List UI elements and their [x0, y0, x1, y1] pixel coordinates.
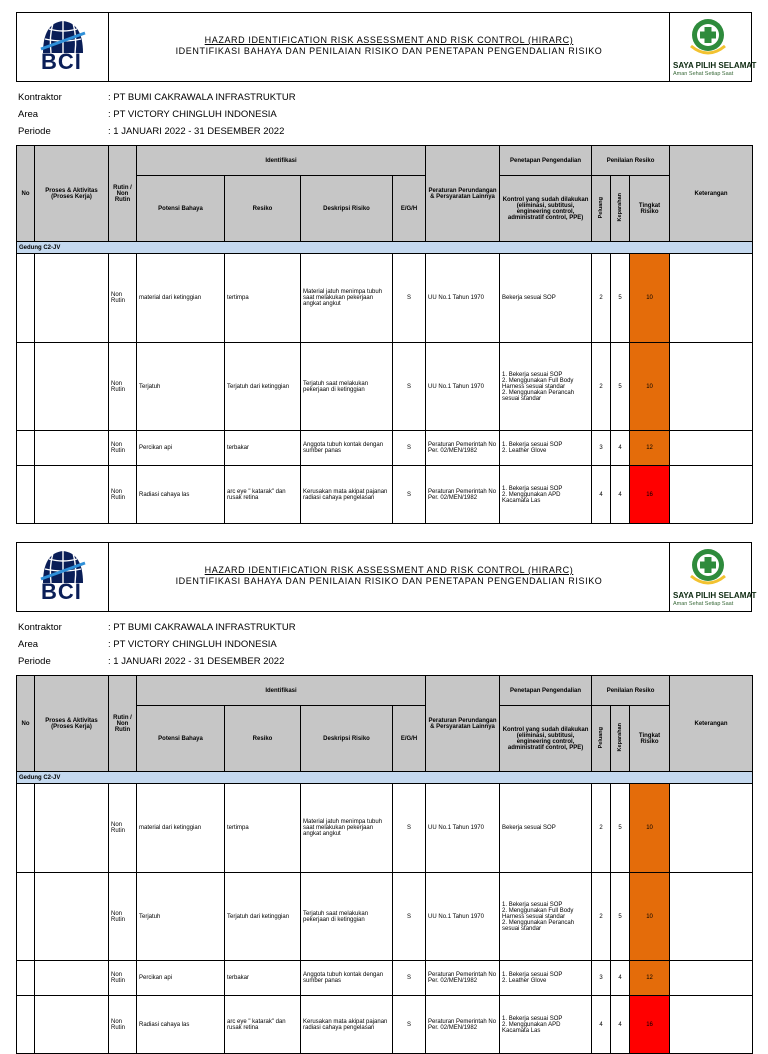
cell-kontrol: Bekerja sesuai SOP	[500, 254, 592, 343]
cell-kontrol: 1. Bekerja sesuai SOP 2. Menggunakan Full Body Harness sesuai standar 2. Menggunakan Perancah sesuai standar	[500, 873, 592, 961]
cell-keterangan	[670, 466, 753, 524]
cell-tingkat: 10	[630, 343, 670, 431]
cell-deskripsi: Terjatuh saat melakukan pekerjaan di ketinggian	[301, 343, 393, 431]
col-ebgh: E/G/H	[393, 176, 426, 242]
section-label: Gedung C2-JV	[17, 772, 753, 784]
bci-logo-text: BCI	[41, 579, 82, 604]
cell-no	[17, 873, 35, 961]
document-header	[16, 12, 757, 82]
cell-resiko: arc eye " katarak" dan rusak retina	[225, 466, 301, 524]
cell-peluang: 2	[592, 873, 611, 961]
table-row	[17, 961, 753, 996]
meta-kontraktor: Kontraktor : PT BUMI CAKRAWALA INFRASTRUKTUR	[18, 92, 296, 103]
cell-rutin: Non Rutin	[109, 784, 137, 873]
meta-periode: Periode : 1 JANUARI 2022 - 31 DESEMBER 2022	[18, 656, 285, 667]
cell-ebgh: S	[393, 873, 426, 961]
title-id: IDENTIFIKASI BAHAYA DAN PENILAIAN RISIKO DAN PENETAPAN PENGENDALIAN RISIKO	[175, 576, 603, 586]
table-body	[17, 784, 753, 1054]
meta-area: Area : PT VICTORY CHINGLUH INDONESIA	[18, 639, 277, 650]
logo-caption: SAYA PILIH SELAMAT	[673, 61, 757, 70]
cell-tingkat: 10	[630, 254, 670, 343]
cell-ebgh: S	[393, 996, 426, 1054]
cell-potensi: Radiasi cahaya las	[137, 466, 225, 524]
cell-deskripsi: Material jatuh menimpa tubuh saat melakukan pekerjaan angkat angkut	[301, 254, 393, 343]
col-proses: Proses & Aktivitas (Proses Kerja)	[35, 676, 109, 772]
cell-peraturan: UU No.1 Tahun 1970	[426, 343, 500, 431]
col-kontrol: Kontrol yang sudah dilakukan (eliminasi, subtitusi, engineering control, administratif control, PPE)	[500, 176, 592, 242]
cell-tingkat: 12	[630, 961, 670, 996]
table-row	[17, 873, 753, 961]
table-row	[17, 784, 753, 873]
col-rutin: Rutin / Non Rutin	[109, 676, 137, 772]
cell-rutin: Non Rutin	[109, 343, 137, 431]
cell-peraturan: Peraturan Pemerintah No Per. 02/MEN/1982	[426, 961, 500, 996]
cell-peraturan: Peraturan Pemerintah No Per. 02/MEN/1982	[426, 431, 500, 466]
hirarc-table	[16, 675, 753, 1054]
cell-no	[17, 343, 35, 431]
cell-kontrol: 1. Bekerja sesuai SOP 2. Menggunakan Full Body Harness sesuai standar 2. Menggunakan Perancah sesuai standar	[500, 343, 592, 431]
cell-no	[17, 431, 35, 466]
col-keparahan: Keparahan	[611, 176, 630, 242]
meta-area: Area : PT VICTORY CHINGLUH INDONESIA	[18, 109, 277, 120]
cell-resiko: Terjatuh dari ketinggian	[225, 873, 301, 961]
cell-no	[17, 254, 35, 343]
cell-peluang: 2	[592, 784, 611, 873]
col-deskripsi: Deskripsi Risiko	[301, 706, 393, 772]
cell-tingkat: 10	[630, 784, 670, 873]
section-label: Gedung C2-JV	[17, 242, 753, 254]
col-peluang: Peluang	[592, 176, 611, 242]
col-resiko: Resiko	[225, 706, 301, 772]
col-keterangan: Keterangan	[670, 676, 753, 772]
cell-resiko: terbakar	[225, 431, 301, 466]
title-id: IDENTIFIKASI BAHAYA DAN PENILAIAN RISIKO DAN PENETAPAN PENGENDALIAN RISIKO	[175, 46, 603, 56]
cell-keparahan: 5	[611, 784, 630, 873]
cell-rutin: Non Rutin	[109, 961, 137, 996]
cell-proses	[35, 254, 109, 343]
saya-pilih-selamat-logo	[669, 13, 757, 81]
bci-logo	[17, 13, 109, 81]
cell-kontrol: 1. Bekerja sesuai SOP 2. Menggunakan APD Kacamata Las	[500, 466, 592, 524]
cell-proses	[35, 873, 109, 961]
cell-kontrol: 1. Bekerja sesuai SOP 2. Menggunakan APD Kacamata Las	[500, 996, 592, 1054]
cell-rutin: Non Rutin	[109, 466, 137, 524]
cell-no	[17, 961, 35, 996]
col-peluang: Peluang	[592, 706, 611, 772]
meta-periode: Periode : 1 JANUARI 2022 - 31 DESEMBER 2022	[18, 126, 285, 137]
col-potensi: Potensi Bahaya	[137, 176, 225, 242]
cell-peraturan: UU No.1 Tahun 1970	[426, 873, 500, 961]
col-ebgh: E/G/H	[393, 706, 426, 772]
cell-no	[17, 996, 35, 1054]
cell-deskripsi: Anggota tubuh kontak dengan sumber panas	[301, 961, 393, 996]
title-en: HAZARD IDENTIFICATION RISK ASSESSMENT AND RISK CONTROL (HIRARC)	[204, 35, 574, 45]
col-peraturan: Peraturan Perundangan & Persyaratan Lainnya	[426, 146, 500, 242]
cell-potensi: Percikan api	[137, 431, 225, 466]
cell-deskripsi: Terjatuh saat melakukan pekerjaan di ketinggian	[301, 873, 393, 961]
cell-keterangan	[670, 873, 753, 961]
cell-peluang: 4	[592, 996, 611, 1054]
document-header	[16, 542, 757, 612]
cell-peraturan: UU No.1 Tahun 1970	[426, 254, 500, 343]
cell-keparahan: 5	[611, 254, 630, 343]
cell-peluang: 2	[592, 254, 611, 343]
cell-rutin: Non Rutin	[109, 873, 137, 961]
col-identifikasi: Identifikasi	[137, 676, 426, 706]
col-kontrol: Kontrol yang sudah dilakukan (eliminasi, subtitusi, engineering control, administratif control, PPE)	[500, 706, 592, 772]
col-tingkat: Tingkat Risiko	[630, 706, 670, 772]
cell-keterangan	[670, 784, 753, 873]
cell-peraturan: Peraturan Pemerintah No Per. 02/MEN/1982	[426, 466, 500, 524]
cell-keterangan	[670, 254, 753, 343]
cell-proses	[35, 343, 109, 431]
cell-proses	[35, 431, 109, 466]
cell-ebgh: S	[393, 254, 426, 343]
bci-logo	[17, 543, 109, 611]
col-proses: Proses & Aktivitas (Proses Kerja)	[35, 146, 109, 242]
cell-keterangan	[670, 431, 753, 466]
cell-ebgh: S	[393, 961, 426, 996]
col-deskripsi: Deskripsi Risiko	[301, 176, 393, 242]
col-resiko: Resiko	[225, 176, 301, 242]
cell-tingkat: 16	[630, 466, 670, 524]
cell-keparahan: 5	[611, 873, 630, 961]
cell-keparahan: 4	[611, 466, 630, 524]
cell-ebgh: S	[393, 784, 426, 873]
bci-logo-text: BCI	[41, 49, 82, 74]
cell-resiko: tertimpa	[225, 784, 301, 873]
cell-rutin: Non Rutin	[109, 996, 137, 1054]
saya-pilih-selamat-logo	[669, 543, 757, 611]
cell-proses	[35, 466, 109, 524]
cell-peluang: 4	[592, 466, 611, 524]
cell-proses	[35, 784, 109, 873]
cell-kontrol: 1. Bekerja sesuai SOP 2. Leather Glove	[500, 431, 592, 466]
cell-potensi: material dari ketinggian	[137, 784, 225, 873]
logo-subcaption: Aman Sehat Setiap Saat	[673, 71, 734, 77]
safety-cross-icon	[687, 16, 729, 58]
cell-keparahan: 4	[611, 996, 630, 1054]
cell-deskripsi: Kerusakan mata akipat pajanan radiasi cahaya pengelasan	[301, 466, 393, 524]
document-title	[109, 543, 669, 611]
col-penilaian: Penilaian Resiko	[592, 676, 670, 706]
cell-kontrol: Bekerja sesuai SOP	[500, 784, 592, 873]
cell-ebgh: S	[393, 431, 426, 466]
cell-peraturan: Peraturan Pemerintah No Per. 02/MEN/1982	[426, 996, 500, 1054]
table-row	[17, 431, 753, 466]
cell-keparahan: 5	[611, 343, 630, 431]
cell-resiko: terbakar	[225, 961, 301, 996]
cell-keparahan: 4	[611, 431, 630, 466]
safety-cross-icon	[687, 546, 729, 588]
cell-deskripsi: Material jatuh menimpa tubuh saat melakukan pekerjaan angkat angkut	[301, 784, 393, 873]
col-no: No	[17, 676, 35, 772]
cell-potensi: Terjatuh	[137, 343, 225, 431]
cell-deskripsi: Kerusakan mata akipat pajanan radiasi cahaya pengelasan	[301, 996, 393, 1054]
cell-tingkat: 16	[630, 996, 670, 1054]
cell-proses	[35, 961, 109, 996]
cell-ebgh: S	[393, 466, 426, 524]
logo-subcaption: Aman Sehat Setiap Saat	[673, 601, 734, 607]
table-body	[17, 254, 753, 524]
cell-keterangan	[670, 343, 753, 431]
cell-keterangan	[670, 996, 753, 1054]
cell-keparahan: 4	[611, 961, 630, 996]
cell-no	[17, 784, 35, 873]
cell-keterangan	[670, 961, 753, 996]
cell-rutin: Non Rutin	[109, 254, 137, 343]
col-keterangan: Keterangan	[670, 146, 753, 242]
cell-resiko: arc eye " katarak" dan rusak retina	[225, 996, 301, 1054]
col-potensi: Potensi Bahaya	[137, 706, 225, 772]
col-penetapan: Penetapan Pengendalian	[500, 146, 592, 176]
cell-potensi: material dari ketinggian	[137, 254, 225, 343]
cell-potensi: Percikan api	[137, 961, 225, 996]
cell-potensi: Terjatuh	[137, 873, 225, 961]
cell-proses	[35, 996, 109, 1054]
col-penilaian: Penilaian Resiko	[592, 146, 670, 176]
cell-peluang: 2	[592, 343, 611, 431]
hirarc-table	[16, 145, 753, 524]
col-keparahan: Keparahan	[611, 706, 630, 772]
col-penetapan: Penetapan Pengendalian	[500, 676, 592, 706]
cell-kontrol: 1. Bekerja sesuai SOP 2. Leather Glove	[500, 961, 592, 996]
cell-tingkat: 10	[630, 873, 670, 961]
col-identifikasi: Identifikasi	[137, 146, 426, 176]
col-no: No	[17, 146, 35, 242]
cell-peluang: 3	[592, 431, 611, 466]
cell-potensi: Radiasi cahaya las	[137, 996, 225, 1054]
logo-caption: SAYA PILIH SELAMAT	[673, 591, 757, 600]
table-row	[17, 466, 753, 524]
cell-resiko: tertimpa	[225, 254, 301, 343]
col-rutin: Rutin / Non Rutin	[109, 146, 137, 242]
title-en: HAZARD IDENTIFICATION RISK ASSESSMENT AND RISK CONTROL (HIRARC)	[204, 565, 574, 575]
cell-tingkat: 12	[630, 431, 670, 466]
cell-no	[17, 466, 35, 524]
cell-resiko: Terjatuh dari ketinggian	[225, 343, 301, 431]
col-peraturan: Peraturan Perundangan & Persyaratan Lainnya	[426, 676, 500, 772]
cell-ebgh: S	[393, 343, 426, 431]
document-title	[109, 13, 669, 81]
table-row	[17, 343, 753, 431]
cell-peraturan: UU No.1 Tahun 1970	[426, 784, 500, 873]
col-tingkat: Tingkat Risiko	[630, 176, 670, 242]
meta-kontraktor: Kontraktor : PT BUMI CAKRAWALA INFRASTRUKTUR	[18, 622, 296, 633]
table-row	[17, 996, 753, 1054]
table-row	[17, 254, 753, 343]
cell-deskripsi: Anggota tubuh kontak dengan sumber panas	[301, 431, 393, 466]
cell-rutin: Non Rutin	[109, 431, 137, 466]
cell-peluang: 3	[592, 961, 611, 996]
